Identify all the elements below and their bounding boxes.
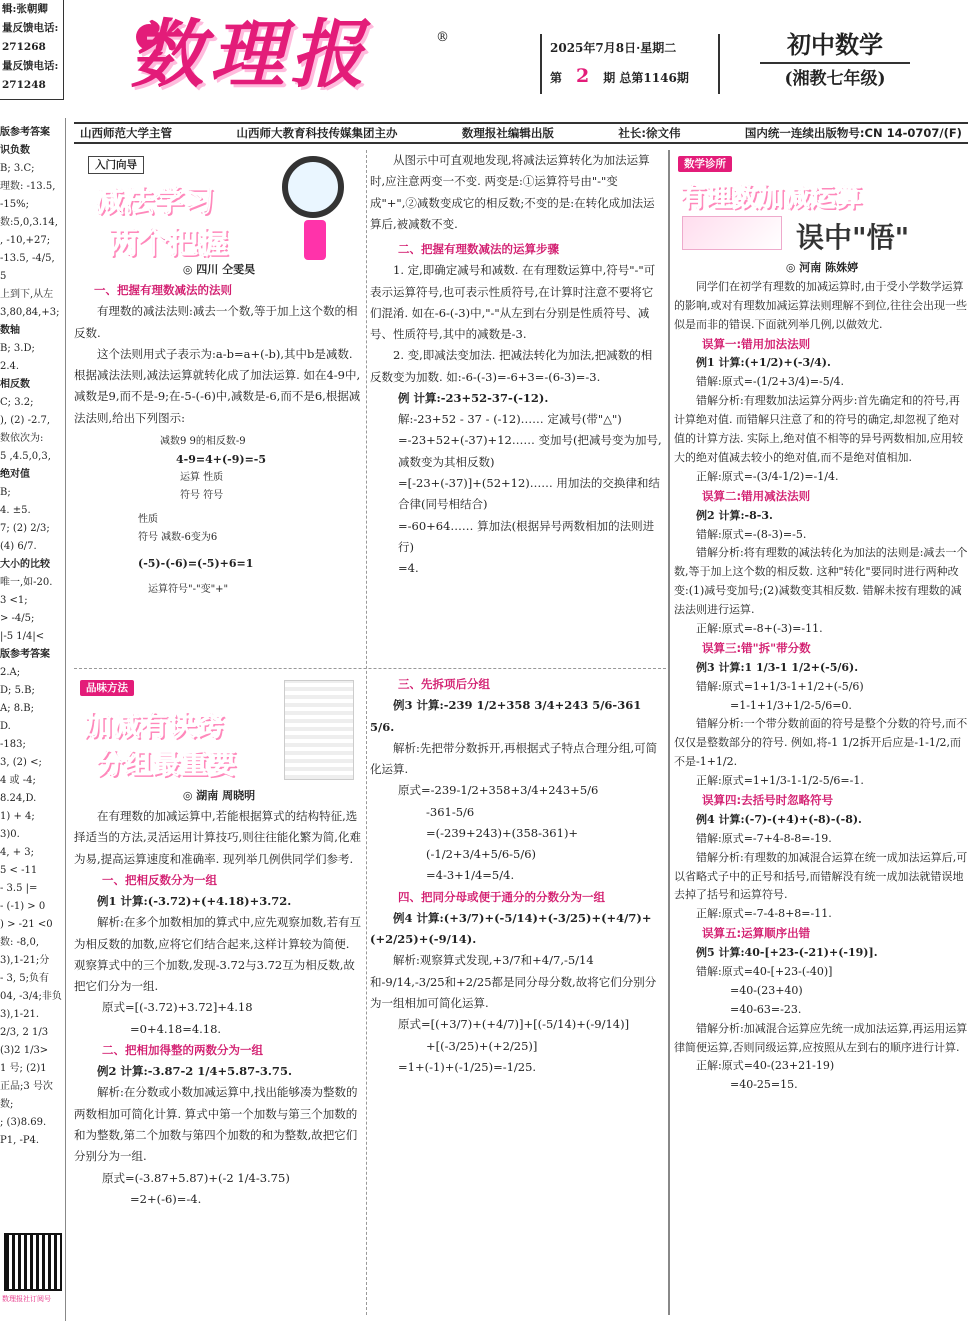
solution-step: =[-23+(-37)]+(52+12)…… 用加法的交换律和结合律(同号相结合) (398, 475, 660, 512)
column-tag: 数学诊所 (678, 156, 732, 172)
issue-info (540, 34, 720, 94)
answer-line: ; (3)8.69. (0, 1117, 47, 1128)
wrong-solution: 错解:原式=-7+4-8-8=-19. (696, 831, 832, 845)
diagram-label: 符号 减数-6变为6 (138, 531, 218, 543)
error-heading: 误算三:错"拆"带分数 (702, 640, 811, 655)
editor-line: 辑:张朝卿 (2, 3, 48, 15)
diagram-label: 符号 符号 (180, 489, 224, 501)
author-line: ◎ 湖南 周晓明 (182, 789, 256, 802)
answer-line: > -4/5; (0, 613, 35, 624)
formula: 原式=(-3.87+5.87)+(-2 1/4-3.75) (102, 1170, 290, 1185)
formula: =2+(-6)=-4. (130, 1191, 202, 1206)
answer-line: 2.4. (0, 361, 20, 372)
answer-line: , -10,+27; (0, 235, 51, 246)
example: 例 计算:-23+52-37-(-12). (398, 390, 549, 405)
article-title-line2: 两个把握 (108, 226, 228, 261)
example: 例1 计算:(-3.72)+(+4.18)+3.72. (97, 894, 292, 909)
example: 例1 计算:(+1/2)+(-3/4). (696, 356, 831, 370)
formula: =4-3+1/4=5/4. (426, 868, 515, 883)
example: 例2 计算:-3.87-2 1/4+5.87-3.75. (97, 1064, 292, 1079)
answer-line: 2.A; (0, 667, 21, 678)
error-heading: 误算一:错用加法法则 (702, 336, 811, 351)
answer-line: 5 < -11 (0, 865, 38, 876)
paragraph: 同学们在初学有理数的加减运算时,由于受小学数学运算的影响,或对有理数加减运算法则理解不到位,往往会出现一些似是而非的错误.下面就列举几例,以做效尤. (674, 280, 967, 331)
newspaper-logo: 数理报 (130, 12, 370, 98)
error-heading: 误算四:去括号时忽略符号 (702, 793, 834, 808)
publisher-item: 社长:徐文伟 (618, 126, 681, 140)
answer-line: 唯一,如-20. (0, 577, 53, 588)
article-banner (74, 674, 364, 786)
answer-line: 1 号; (2)1 (0, 1063, 47, 1074)
publisher-bar (74, 122, 968, 144)
character-illustration (304, 220, 326, 260)
answer-line: 识负数 (0, 145, 30, 156)
paragraph: 从图示中可直观地发现,将减法运算转化为加法运算时,应注意两变一不变. 两变是:①运算符号由"-"变成"+",②减数变成它的相反数;不变的是:在转化成加法运算后,被减数不变. (370, 153, 655, 231)
paper-stack-illustration (284, 680, 354, 780)
wrong-solution: 错解:原式=-(1/2+3/4)=-5/4. (696, 375, 844, 389)
answer-line: ) > -21 <0 (0, 919, 53, 930)
answer-line: 数; (0, 1099, 14, 1110)
correct-solution: 正解:原式=-7-4-8+8=-11. (696, 907, 832, 921)
answer-line: -183; (0, 739, 26, 750)
solution-step: =-23+52+(-37)+12…… 变加号(把减号变为加号,减数变为其相反数) (398, 433, 662, 469)
solution-step: =-60+64…… 算加法(根据异号两数相加的法则进行) (398, 518, 655, 554)
answer-line: 4. ±5. (0, 505, 31, 516)
article-subtraction (74, 150, 364, 670)
formula: =(-239+243)+(358-361)+ (426, 825, 579, 840)
correct-solution: 正解:原式=1+1/3-1-1/2-5/6=-1. (696, 774, 864, 788)
subject-block (760, 28, 910, 94)
article-title-line2: 误中"悟" (796, 221, 910, 254)
section-heading: 一、把相反数分为一组 (102, 872, 217, 887)
wrong-solution: =1-1+1/3+1/2-5/6=0. (730, 698, 852, 712)
correct-solution: 正解:原式=-8+(-3)=-11. (696, 622, 823, 636)
wrong-solution: 错解:原式=1+1/3-1+1/2+(-5/6) (696, 679, 864, 693)
answer-line: - (-1) > 0 (0, 901, 46, 912)
article-banner (674, 150, 970, 258)
magnifier-icon (282, 156, 344, 218)
error-analysis: 错解分析:加减混合运算应先统一成加法运算,再运用运算律简便运算,否则同级运算,应按照从左到右的顺序进行计算. (674, 1021, 968, 1054)
answer-line: 版参考答案 (0, 127, 50, 138)
answer-line: (3)2 1/3> (0, 1045, 49, 1056)
book-illustration (682, 216, 782, 250)
correct-solution: =40-25=15. (730, 1078, 798, 1092)
analysis: 解析:观察算式发现,+3/7和+4/7,-5/14和-9/14,-3/25和+2/25都是同分母分数,故将它们分别分为一组相加可简化运算. (370, 953, 657, 1010)
wrong-solution: 错解:原式=-(8-3)=-5. (696, 527, 807, 541)
author-line: ◎ 四川 仝雯昊 (182, 263, 256, 276)
answer-line: 数:5,0,3.14, (0, 217, 58, 228)
editor-line: 量反馈电话: (2, 60, 59, 72)
editor-line: 271248 (2, 79, 46, 91)
wrong-solution: =40-63=-23. (730, 1002, 802, 1016)
answer-line: (4) 6/7. (0, 541, 37, 552)
answer-line: 正品;3 号次 (0, 1081, 53, 1092)
answer-line: 4 或 -4; (0, 775, 36, 786)
formula: 原式=-239-1/2+358+3/4+243+5/6 (398, 783, 599, 798)
paragraph: 1. 定,即确定减号和减数. 在有理数运算中,符号"-"可表示运算符号,也可表示性质符号,在计算时注意不要将它们混淆. 如在-6-(-3)中,"-"从左到右分别是性质符号、减号、性质符号,其中的减数是-3. (370, 263, 656, 342)
answer-line: 3, (2) <; (0, 757, 42, 768)
article-grouping (74, 674, 364, 1314)
section-heading: 三、先拆项后分组 (398, 677, 490, 691)
error-heading: 误算五:运算顺序出错 (702, 926, 811, 941)
error-analysis: 错解分析:有理数加法运算分两步:首先确定和的符号,再计算绝对值. 而错解只注意了和的符号的确定,却忽视了绝对值的计算方法. 实际上,绝对值不相等的异号两数相加,应用较大的绝对值减去较小的绝对值,而不是绝对值相加. (674, 394, 963, 465)
article-grouping-cont (370, 674, 662, 1314)
error-heading: 误算二:错用减法法则 (702, 488, 811, 503)
answer-line: 2/3, 2 1/3 (0, 1027, 49, 1038)
article-title-line1: 加减有诀窍 (84, 709, 225, 742)
publisher-item: 数理报社编辑出版 (461, 126, 554, 140)
article-subtraction-cont (370, 150, 662, 670)
qr-code-icon[interactable] (6, 1235, 60, 1289)
article-banner (74, 150, 364, 260)
diagram-label: 运算 性质 (180, 471, 224, 483)
article-title-line1: 有理数加减运算 (680, 183, 863, 213)
answer-lines (0, 124, 65, 1150)
column-divider (366, 150, 367, 1315)
answer-strip (0, 118, 66, 1321)
column-tag: 入门向导 (88, 156, 144, 174)
answer-line: 7; (2) 2/3; (0, 523, 50, 534)
row-divider (74, 668, 666, 669)
formula: +[(-3/25)+(+2/25)] (426, 1038, 538, 1053)
diagram-label: 运算符号"-"变"+" (148, 583, 229, 595)
analysis: 解析:在分数或小数加减运算中,找出能够凑为整数的两数相加可简化计算. 算式中第一个加数与第三个加数的和为整数,第二个加数与第四个加数的和为整数,故把它们分别分为一组. (74, 1085, 358, 1164)
publisher-item: 山西师范大学主管 (80, 126, 172, 140)
publisher-item: 国内统一连续出版物号:CN 14-0707/(F) (744, 126, 962, 140)
answer-line: 相反数 (0, 379, 30, 390)
answer-line: C; 3.2; (0, 397, 34, 408)
formula: -361-5/6 (426, 804, 475, 819)
correct-solution: 正解:原式=40-(23+21-19) (696, 1059, 835, 1073)
editor-line: 量反馈电话: (2, 22, 59, 34)
answer-line: D. (0, 721, 11, 732)
answer-line: 5 (0, 271, 7, 282)
example: 例3 计算:-239 1/2+358 3/4+243 5/6-361 5/6. (370, 698, 642, 734)
paragraph: 在有理数的加减运算中,若能根据算式的结构特征,选择适当的方法,灵活运用计算技巧,则往往能化繁为简,化难为易,提高运算速度和准确率. 现列举几例供同学们参考. (74, 809, 361, 866)
issue-number-line: 第 2 期 总第1146期 (550, 65, 689, 87)
section-heading: 一、把握有理数减法的法则 (94, 283, 232, 297)
answer-line: D; 5.B; (0, 685, 35, 696)
section-heading: 二、把相加得整的两数分为一组 (102, 1042, 263, 1057)
qr-label: 数理报社订阅号 (2, 1295, 51, 1303)
issue-number: 2 (576, 65, 590, 87)
article-title-line2: 分组最重要 (96, 747, 237, 780)
example: 例3 计算:1 1/3-1 1/2+(-5/6). (696, 660, 859, 674)
answer-line: B; 3.D; (0, 343, 35, 354)
answer-line: 数依次为: (0, 433, 44, 444)
analysis: 解析:在多个加数相加的算式中,应先观察加数,若有互为相反数的加数,应将它们结合起来,这样计算较为简便. 观察算式中的三个加数,发现-3.72与3.72互为相反数,故把它们分为一组. (74, 915, 362, 994)
answer-line: |-5 1/4|< (0, 631, 45, 642)
section-heading: 二、把握有理数减法的运算步骤 (398, 242, 559, 257)
example: 例2 计算:-8-3. (696, 508, 773, 522)
formula: =1+(-1)+(-1/25)=-1/25. (398, 1059, 537, 1074)
subtraction-diagram-1 (74, 433, 364, 505)
error-analysis: 错解分析:有理数的加减混合运算在统一成加法运算后,可以省略式子中的正号和括号,而错解没有统一成加法就错误地去掉了括号和运算符号. (674, 850, 968, 902)
answer-line: 1) + 4; (0, 811, 35, 822)
answer-line: B; (0, 487, 11, 498)
answer-line: 数: -8,0, (0, 937, 40, 948)
answer-line: P1, -P4. (0, 1135, 40, 1146)
answer-line: 3),1-21;分 (0, 955, 50, 966)
diagram-equation: 4-9=4+(-9)=-5 (176, 452, 267, 466)
answer-line: 5 ,4.5,0,3, (0, 451, 51, 462)
answer-line: 3 <1; (0, 595, 28, 606)
answer-line: 3,80,84,+3; (0, 307, 60, 318)
example: 例5 计算:40-[+23-(-21)+(-19)]. (696, 946, 878, 960)
diagram-label: 减数9 9的相反数-9 (160, 435, 246, 447)
article-error-analysis (674, 150, 970, 1315)
example: 例4 计算:(-7)-(+4)+(-8)-(-8). (696, 812, 862, 826)
answer-line: 3),1-21. (0, 1009, 40, 1020)
answer-line: - 3.5 |= (0, 883, 38, 894)
editor-info (0, 0, 64, 100)
masthead (0, 0, 980, 122)
grade-label: (湘教七年级) (784, 69, 886, 89)
wrong-solution: =40-(23+40) (730, 983, 803, 997)
answer-line: -13.5, -4/5, (0, 253, 55, 264)
article-title-line1: 减法学习 (94, 184, 214, 219)
column-tag: 品味方法 (80, 680, 134, 696)
formula: 原式=[(-3.72)+3.72]+4.18 (102, 1000, 253, 1015)
formula: 原式=[(+3/7)+(+4/7)]+[(-5/14)+(-9/14)] (398, 1017, 630, 1032)
error-analysis: 错解分析:将有理数的减法转化为加法的法则是:减去一个数,等于加上这个数的相反数. 这种"转化"要同时进行两种改变:(1)减号变加号;(2)减数变其相反数. 错解未按有理数的减法法则进行运算. (674, 546, 968, 617)
formula: (-1/2+3/4+5/6-5/6) (426, 847, 537, 862)
answer-line: 3)0. (0, 829, 20, 840)
answer-line: 大小的比较 (0, 559, 50, 570)
analysis: 解析:先把带分数拆开,再根据式子特点合理分组,可简化运算. (370, 740, 658, 777)
answer-line: 绝对值 (0, 469, 30, 480)
answer-line: -15%; (0, 199, 29, 210)
answer-line: 数轴 (0, 325, 20, 336)
answer-line: 8.24,D. (0, 793, 37, 804)
example: 例4 计算:(+3/7)+(-5/14)+(-3/25)+(+4/7)+(+2/25)+(-9/14). (370, 910, 652, 947)
wrong-solution: 错解:原式=40-[+23-(-40)] (696, 964, 833, 978)
answer-line: 4, + 3; (0, 847, 35, 858)
paragraph: 这个法则用式子表示为:a-b=a+(-b),其中b是减数. 根据减法法则,减法运算就转化成了加法运算. 如在4-9中,减数是9,而不是-9;在-5-(-6)中,减数是-6,而不是6,根据减法法则,给出下列图示: (74, 346, 361, 425)
issue-date: 2025年7月8日·星期二 (550, 41, 677, 55)
solution-step: =4. (398, 561, 419, 576)
paragraph: 有理数的减法法则:减去一个数,等于加上这个数的相反数. (74, 304, 358, 340)
subject-title: 初中数学 (760, 28, 910, 64)
answer-line: A; 8.B; (0, 703, 35, 714)
subtraction-diagram-2 (74, 511, 364, 599)
answer-line: 上到下,从左 (0, 289, 54, 300)
column-divider (668, 150, 670, 1315)
answer-line: ), (2) -2.7, (0, 415, 51, 426)
paragraph: 2. 变,即减法变加法. 把减法转化为加法,把减数的相反数变为加数. 如:-6-(-3)=-6+3=-(6-3)=-3. (370, 348, 653, 384)
editor-line: 271268 (2, 41, 46, 53)
answer-line: B; 3.C; (0, 163, 35, 174)
formula: =0+4.18=4.18. (130, 1021, 222, 1036)
diagram-label: 性质 (138, 513, 158, 525)
section-heading: 四、把同分母或便于通分的分数分为一组 (398, 889, 605, 904)
solution-step: 解:-23+52 - 37 - (-12)…… 定减号(带"△") (398, 412, 622, 427)
answer-line: 理数: -13.5, (0, 181, 56, 192)
answer-line: 04, -3/4;非负 (0, 991, 62, 1002)
registered-mark: ® (436, 30, 449, 45)
answer-line: 版参考答案 (0, 649, 50, 660)
error-analysis: 错解分析:一个带分数前面的符号是整个分数的符号,而不仅仅是整数部分的符号. 例如,将-1 1/2拆开后应是-1-1/2,而不是-1+1/2. (674, 717, 968, 769)
author-line: ◎ 河南 陈姝婷 (785, 261, 859, 274)
answer-line: - 3, 5;负有 (0, 973, 50, 984)
publisher-item: 山西师大教育科技传媒集团主办 (236, 126, 398, 140)
diagram-equation: (-5)-(-6)=(-5)+6=1 (138, 556, 254, 570)
correct-solution: 正解:原式=-(3/4-1/2)=-1/4. (696, 469, 839, 483)
